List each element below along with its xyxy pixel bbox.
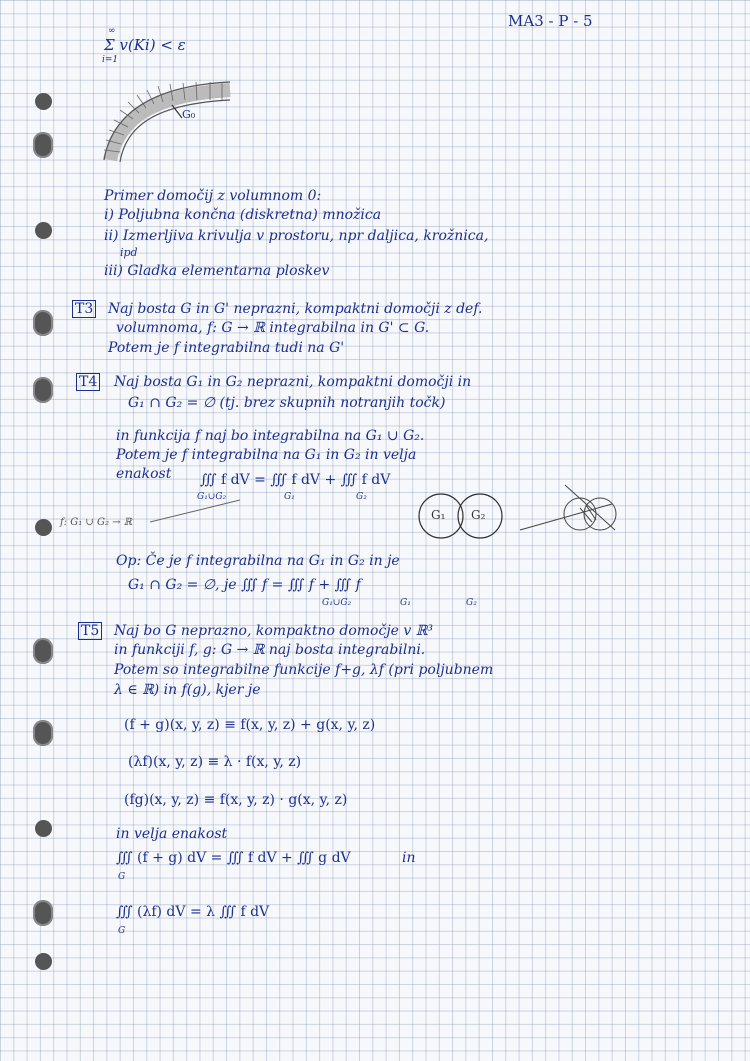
t4-line: enakost [116,466,172,482]
theorem-label-t3: T3 [72,300,96,318]
t4-line: Naj bosta G₁ in G₂ neprazni, kompaktni domočji in [114,374,472,390]
overlap-diagram [520,485,616,530]
t5-equality-intro: in velja enakost [116,826,228,842]
t4-remark: Op: Če je f integrabilna na G₁ in G₂ in je [116,553,400,569]
t4-line: in funkcija f naj bo integrabilna na G₁ ∪ G₂. [116,428,425,444]
t5-formula-sum: ∭ (f + g) dV = ∭ f dV + ∭ g dV [116,850,351,866]
t5-line: λ ∈ ℝ) in f(g), kjer je [114,682,261,698]
sum-upper-limit: ∞ [108,26,116,36]
sum-lower-limit: i=1 [102,55,119,65]
t3-line: Potem je f integrabilna tudi na G' [108,340,345,356]
t5-definition: (λf)(x, y, z) ≡ λ · f(x, y, z) [128,754,302,770]
t5-formula-scalar: ∭ (λf) dV = λ ∭ f dV [116,904,270,920]
margin-note: f: G₁ ∪ G₂ → ℝ [60,517,133,528]
examples-title: Primer domočij z volumnom 0: [104,188,322,204]
t5-formula-tail: in [402,850,416,866]
diagram-label: G₁ [431,508,446,522]
t4-formula-sub: G₁ [284,492,295,502]
t4-remark-sub: G₁ [400,598,411,608]
example-item: ipd [120,246,138,259]
theorem-label-t4: T4 [76,373,100,391]
example-item: i) Poljubna končna (diskretna) množica [104,207,382,223]
t4-remark: G₁ ∩ G₂ = ∅, je ∭ f = ∭ f + ∭ f [128,577,361,593]
t4-line: G₁ ∩ G₂ = ∅ (tj. brez skupnih notranjih točk) [128,395,446,411]
t4-line: Potem je f integrabilna na G₁ in G₂ in velja [116,447,417,463]
t4-formula-sub: G₂ [356,492,367,502]
t5-formula-sub: G [118,872,126,882]
t5-formula-sub: G [118,926,126,936]
t5-line: Potem so integrabilne funkcije f+g, λf (pri poljubnem [114,662,494,678]
margin-arrow [150,500,240,522]
t4-remark-sub: G₂ [466,598,477,608]
sum-formula: Σ v(Ki) < ε [104,36,186,54]
t3-line: volumnoma, f: G → ℝ integrabilna in G' ⊂ G. [116,320,430,336]
theorem-label-t5: T5 [78,622,102,640]
diagram-label: G₂ [471,508,486,522]
page-code: MA3 - P - 5 [508,12,593,30]
example-item: iii) Gladka elementarna ploskev [104,263,330,279]
t5-definition: (f + g)(x, y, z) ≡ f(x, y, z) + g(x, y, z) [124,717,376,733]
t5-line: Naj bo G neprazno, kompaktno domočje v ℝ³ [114,623,434,639]
t4-formula-sub: G₁∪G₂ [197,492,227,502]
set-label: G₀ [182,108,196,121]
example-item: ii) Izmerljiva krivulja v prostoru, npr daljica, krožnica, [104,228,489,244]
t4-remark-sub: G₁∪G₂ [322,598,352,608]
tube-sketch [104,82,230,162]
t3-line: Naj bosta G in G' neprazni, kompaktni domočji z def. [108,301,483,317]
t5-definition: (fg)(x, y, z) ≡ f(x, y, z) · g(x, y, z) [124,792,348,808]
t4-formula: ∭ f dV = ∭ f dV + ∭ f dV [200,472,391,488]
t5-line: in funkciji f, g: G → ℝ naj bosta integrabilni. [114,642,426,658]
